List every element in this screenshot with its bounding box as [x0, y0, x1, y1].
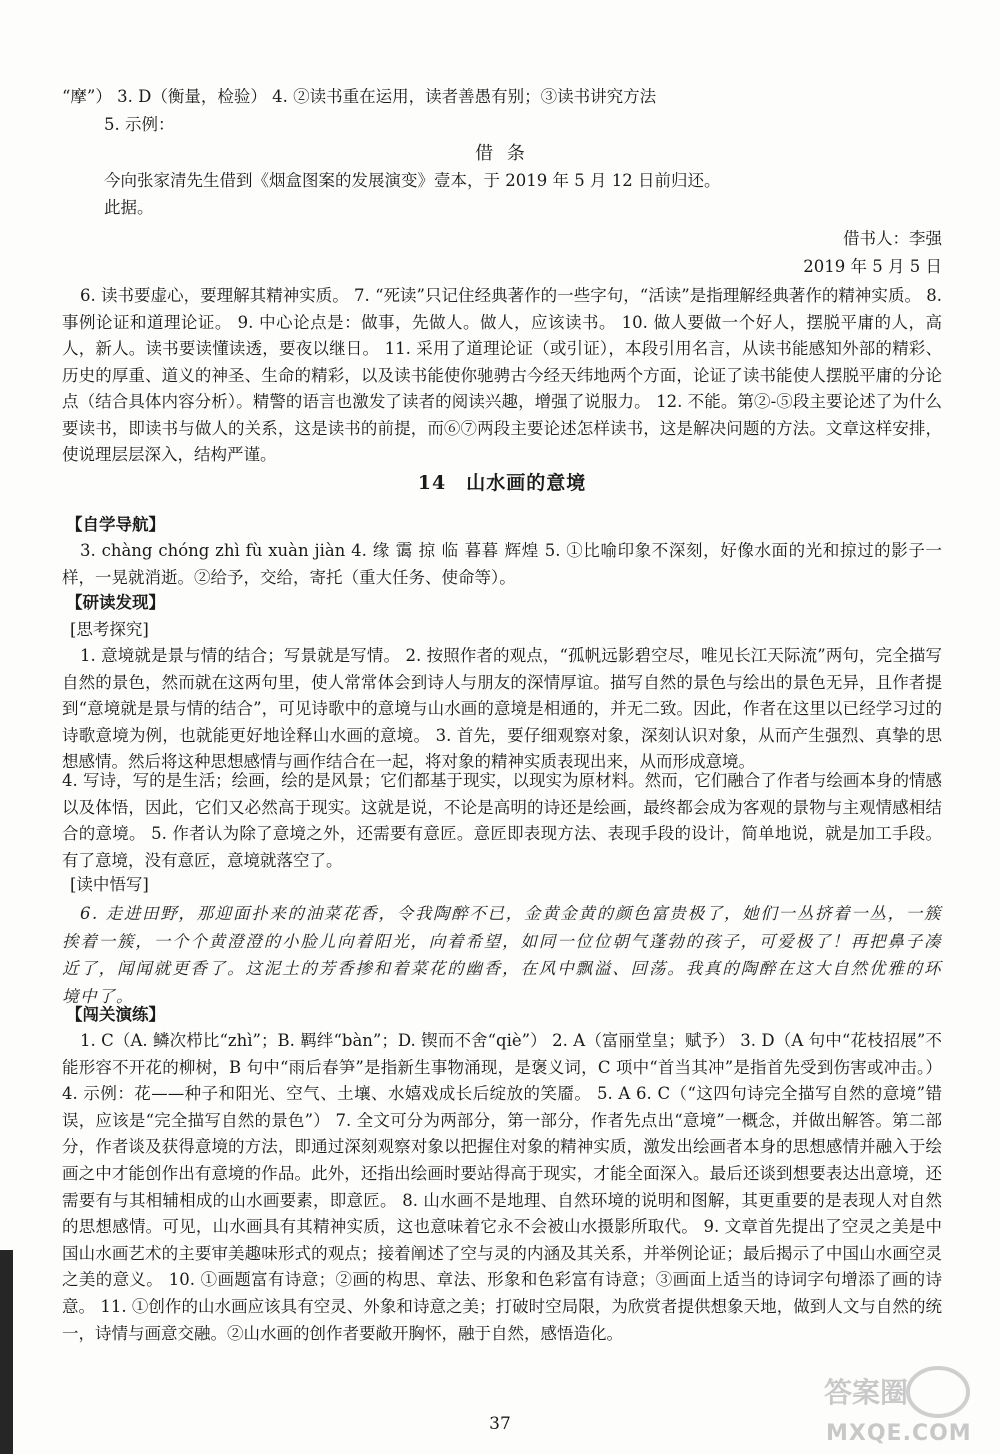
- note-body: 今向张家清先生借到《烟盒图案的发展演变》壹本，于 2019 年 5 月 12 日前归还。: [104, 171, 721, 190]
- note-title: 借 条: [475, 143, 529, 164]
- page-number: 37: [489, 1414, 511, 1434]
- note-signer: 借书人：李强: [843, 229, 942, 248]
- section-heading-reading: 【研读发现】: [66, 593, 165, 612]
- note-close: 此据。: [104, 198, 154, 217]
- book-spine-shadow: [0, 1250, 13, 1454]
- section-heading-practice: 【闯关演练】: [66, 1005, 165, 1024]
- section-heading-self-study: 【自学导航】: [66, 515, 165, 534]
- watermark-logo: [816, 1362, 986, 1450]
- watermark-url: MXQE.COM: [826, 1421, 972, 1446]
- answer-line-2: 5. 示例：: [104, 115, 175, 134]
- section-body-practice: 1. C（A. 鳞次栉比“zhì”；B. 羁绊“bàn”；D. 锲而不舍“qiè”） 2. A（富丽堂皇；赋予） 3. D（A 句中“花枝招展”不能形容不开花的柳树，B 句中“雨后春笋”是指新生事物涌现，是褒义词，C 项中“首当其冲”是指首先受到伤害或冲击。） 4. 示例：花——种子和阳光、空气、土壤、水嬉戏成长后绽放的笑靥。 5. A 6. C（“这四句诗完全描写自然的意境”错误，应该是“完全描写自然的景色”） 7. 全文可分为两部分，第一部分，作者先点出“意境”一概念，并做出解答。第二部分，作者谈及获得意境的方法，即通过深刻观察对象以把握住对象的精神实质，激发出绘画者本身的思想感情并融入于绘画之中才能创作出有意境的作品。此外，还指出绘画时要站得高于现实，才能全面深入。最后还谈到想要表达出意境，还需要有与其相辅相成的山水画要素，即意匠。 8. 山水画不是地理、自然环境的说明和图解，其更重要的是表现人对自然的思想感情。可见，山水画具有其精神实质，这也意味着它永不会被山水摄影所取代。 9. 文章首先提出了空灵之美是中国山水画艺术的主要审美趣味形式的观点；接着阐述了空与灵的内涵及其关系，并举例论证；最后揭示了中国山水画空灵之美的意义。 10. ①画题富有诗意；②画的构思、章法、形象和色彩富有诗意；③画面上适当的诗词字句增添了画的诗意。 11. ①创作的山水画应该具有空灵、外象和诗意之美；打破时空局限，为欣赏者提供想象天地，做到人文与自然的统一，诗情与画意交融。②山水画的创作者要敞开胸怀，融于自然，感悟造化。: [62, 1031, 942, 1343]
- answer-paragraph-6-12: 6. 读书要虚心，要理解其精神实质。 7. “死读”只记住经典著作的一些字句，“活读”是指理解经典著作的精神实质。 8. 事例论证和道理论证。 9. 中心论点是：做事，先做人。做人，应该读书。 10. 做人要做一个好人，摆脱平庸的人，高人，新人。读书要读懂读透，要夜以继日。 11. 采用了道理论证（或引证），本段引用名言，从读书能感知外部的精彩、历史的厚重、道义的神圣、生命的精彩，以及读书能使你驰骋古今经天纬地两个方面，论证了读书能使人摆脱平庸的分论点（结合具体内容分析）。精警的语言也激发了读者的阅读兴趣，增强了说服力。 12. 不能。第②-⑤段主要论述了为什么要读书，即读书与做人的关系，这是读书的前提，而⑥⑦两段主要论述怎样读书，这是解决问题的方法。文章这样安排，使说理层层深入，结构严谨。: [62, 286, 942, 464]
- chapter-title: 14 山水画的意境: [417, 472, 587, 494]
- section-body-self-study: 3. chàng chóng zhì fù xuàn jiàn 4. 缘 霭 掠 临 暮暮 辉煌 5. ①比喻印象不深刻，好像水面的光和掠过的影子一样，一晃就消逝。②给予，交给，寄托（重大任务、使命等）。: [62, 541, 942, 587]
- watermark-text: 答案圈: [824, 1376, 909, 1409]
- subsection-body-think-2: 4. 写诗，写的是生活；绘画，绘的是风景；它们都基于现实，以现实为原材料。然而，它们融合了作者与绘画本身的情感以及体悟，因此，它们又必然高于现实。这就是说，不论是高明的诗还是绘画，最终都会成为客观的景物与主观情感相结合的意境。 5. 作者认为除了意境之外，还需要有意匠。意匠即表现方法、表现手段的设计，简单地说，就是加工手段。有了意境，没有意匠，意境就落空了。: [62, 771, 942, 870]
- subsection-body-think: 1. 意境就是景与情的结合；写景就是写情。 2. 按照作者的观点，“孤帆远影碧空尽，唯见长江天际流”两句，完全描写自然的景色，然而就在这两句里，使人常常体会到诗人与朋友的深情厚谊。描写自然的景色与绘出的景色无异，且作者提到“意境就是景与情的结合”，可见诗歌中的意境与山水画的意境是相通的，并无二致。因此，作者在这里以已经学习过的诗歌意境为例，也就能更好地诠释山水画的意境。 3. 首先，要仔细观察对象，深刻认识对象，从而产生强烈、真挚的思想感情。然后将这种思想感情与画作结合在一起，将对象的精神实质表现出来，从而形成意境。: [62, 646, 942, 771]
- note-date: 2019 年 5 月 5 日: [803, 257, 942, 276]
- subheading-think: [思考探究]: [70, 620, 149, 639]
- watermark-ring-icon: [908, 1368, 968, 1416]
- subsection-body-read-write: 6. 走进田野，那迎面扑来的油菜花香，令我陶醉不已，金黄金黄的颜色富贵极了，她们一丛挤着一丛，一簇挨着一簇，一个个黄澄澄的小脸儿向着阳光，向着希望，如同一位位朝气蓬勃的孩子，可爱极了！再把鼻子凑近了，闻闻就更香了。这泥土的芳香掺和着菜花的幽香，在风中飘溢、回荡。我真的陶醉在这大自然优雅的环境中了。: [62, 904, 942, 1006]
- subheading-read-write: [读中悟写]: [70, 875, 149, 894]
- answer-line-1: “摩”） 3. D（衡量，检验） 4. ②读书重在运用，读者善愚有别；③读书讲究方法: [62, 87, 657, 106]
